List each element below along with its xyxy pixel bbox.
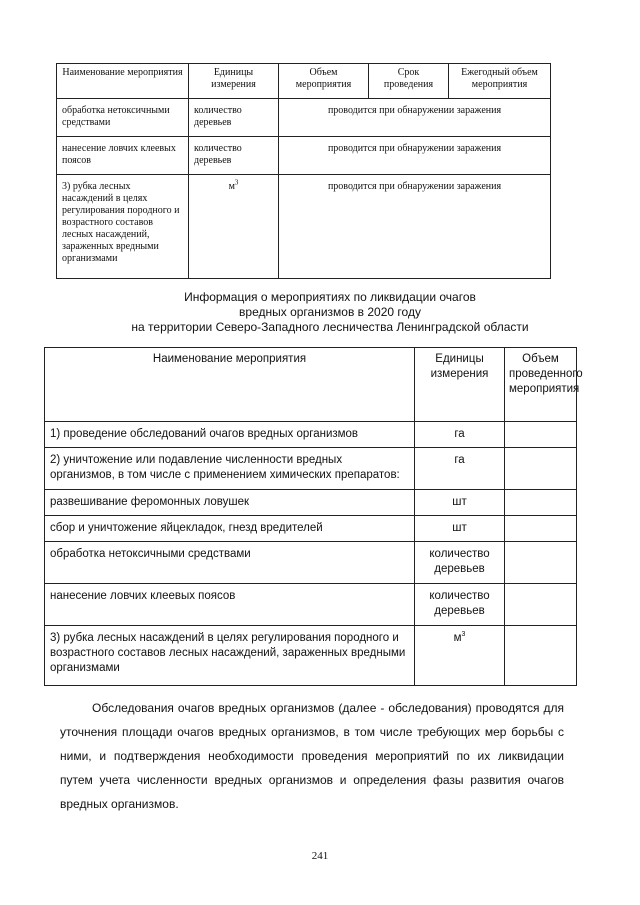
- caption-line: вредных организмов в 2020 году: [239, 305, 421, 319]
- caption-line: Информация о мероприятиях по ликвидации очагов: [184, 290, 476, 304]
- main-table-cell-unit: $м^3$: [415, 626, 505, 686]
- top-table-header: Объем мероприятия: [279, 64, 369, 99]
- main-table-row: [45, 542, 577, 584]
- main-table-cell-name: 3) рубка лесных насаждений в целях регулирования породного и возрастного составов лесных насаждений, зараженных вредными организмами: [45, 626, 415, 686]
- main-table-cell-value: [505, 626, 577, 686]
- top-table-cell-note: проводится при обнаружении заражения: [279, 175, 551, 279]
- top-table-cell-note: проводится при обнаружении заражения: [279, 99, 551, 137]
- main-table-header: Единицы измерения: [415, 348, 505, 422]
- top-table-header: Срок проведения: [369, 64, 449, 99]
- main-table: [44, 347, 583, 686]
- main-table-cell-value: [505, 422, 577, 448]
- main-table-header-row: [45, 348, 577, 422]
- top-table-cell-name: 3) рубка лесных насаждений в целях регулирования породного и возрастного составов лесных насаждений, зараженных вредными организмами: [57, 175, 189, 279]
- caption-line: на территории Северо-Западного лесничества Ленинградской области: [131, 320, 529, 334]
- top-table-header: Единицы измерения: [189, 64, 279, 99]
- main-table-cell-value: [505, 516, 577, 542]
- main-table-cell-value: [505, 448, 577, 490]
- main-table-header: Объем проведенного мероприятия: [505, 348, 577, 422]
- top-table-cell-unit: $м^3$: [189, 175, 279, 279]
- top-table-row: [57, 137, 551, 175]
- main-table-row: [45, 448, 577, 490]
- top-table-cell-name: обработка нетоксичными средствами: [57, 99, 189, 137]
- top-table-header: Наименование мероприятия: [57, 64, 189, 99]
- main-table-cell-name: 1) проведение обследований очагов вредных организмов: [45, 422, 415, 448]
- page-number: 241: [311, 850, 329, 862]
- main-table-cell-unit: количество деревьев: [415, 542, 505, 584]
- main-table-cell-value: [505, 542, 577, 584]
- main-table-cell-unit: шт: [415, 516, 505, 542]
- main-table-cell-value: [505, 584, 577, 626]
- table-caption: [60, 290, 600, 335]
- top-table-row: [57, 99, 551, 137]
- top-table-row: [57, 175, 551, 279]
- main-table-row: [45, 626, 577, 686]
- main-table-row: [45, 490, 577, 516]
- main-table-cell-unit: количество деревьев: [415, 584, 505, 626]
- main-table-cell-value: [505, 490, 577, 516]
- main-table-header: Наименование мероприятия: [45, 348, 415, 422]
- main-table-cell-unit: га: [415, 422, 505, 448]
- main-table-cell-unit: шт: [415, 490, 505, 516]
- top-table-cell-name: нанесение ловчих клеевых поясов: [57, 137, 189, 175]
- main-table-cell-name: 2) уничтожение или подавление численности вредных организмов, в том числе с применением химических препаратов:: [45, 448, 415, 490]
- top-table-cell-unit: количество деревьев: [189, 137, 279, 175]
- main-table-cell-name: развешивание феромонных ловушек: [45, 490, 415, 516]
- main-table-cell-name: нанесение ловчих клеевых поясов: [45, 584, 415, 626]
- main-table-cell-name: обработка нетоксичными средствами: [45, 542, 415, 584]
- top-table-header-row: [57, 64, 551, 99]
- main-table-row: [45, 584, 577, 626]
- top-table: [56, 63, 551, 279]
- main-table-row: [45, 422, 577, 448]
- body-paragraph: Обследования очагов вредных организмов (далее - обследования) проводятся для уточнения площади очагов вредных организмов, в том числе требующих мер борьбы с ними, и подтверждения необходимости проведения мероприятий по их ликвидации путем учета численности вредных организмов и определения фазы развития очагов вредных организмов.: [60, 701, 564, 811]
- main-table-cell-unit: га: [415, 448, 505, 490]
- top-table-cell-note: проводится при обнаружении заражения: [279, 137, 551, 175]
- top-table-cell-unit: количество деревьев: [189, 99, 279, 137]
- top-table-header: Ежегодный объем мероприятия: [449, 64, 551, 99]
- main-table-row: [45, 516, 577, 542]
- main-table-cell-name: сбор и уничтожение яйцекладок, гнезд вредителей: [45, 516, 415, 542]
